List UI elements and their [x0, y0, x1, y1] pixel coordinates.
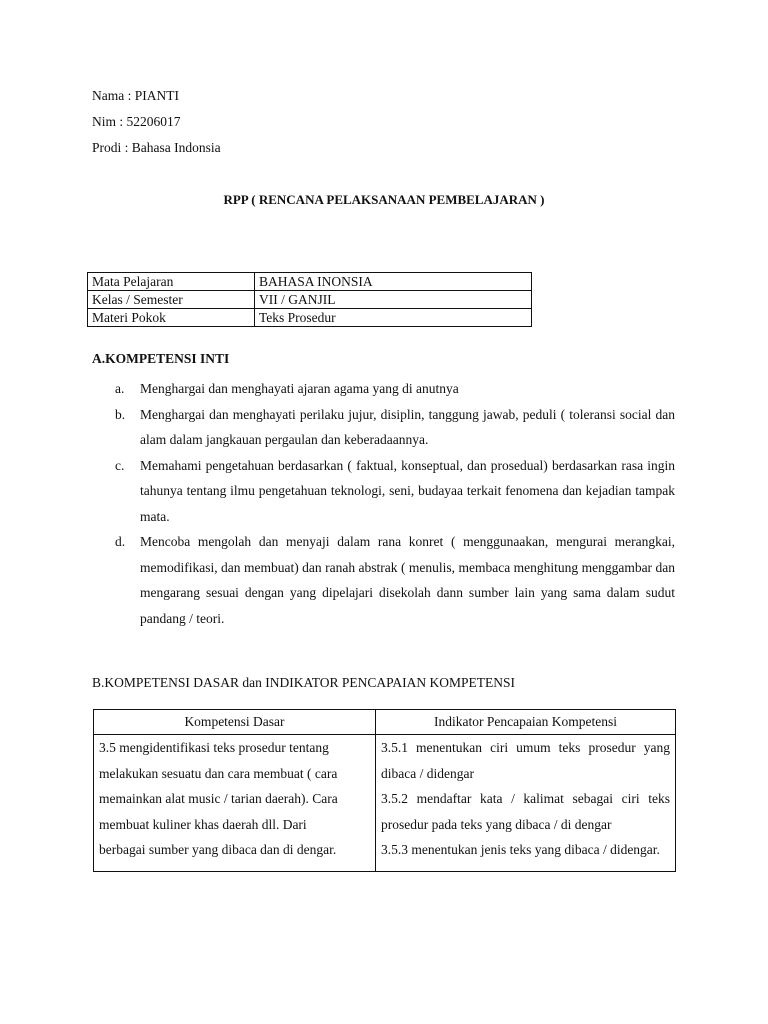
list-item-text: Menghargai dan menghayati ajaran agama yang di anutnya	[140, 381, 459, 396]
section-b-heading: B.KOMPETENSI DASAR dan INDIKATOR PENCAPAIAN KOMPETENSI	[92, 675, 516, 690]
list-marker: a.	[115, 381, 125, 396]
kd-cell	[94, 735, 376, 872]
list-marker: d.	[115, 534, 126, 549]
table-header-row	[94, 710, 676, 735]
document-title: RPP ( RENCANA PELAKSANAAN PEMBELAJARAN )	[223, 192, 545, 207]
table-row	[88, 309, 532, 327]
kd-line: membuat kuliner khas daerah dll. Dari	[99, 816, 307, 832]
section-a-heading: A.KOMPETENSI INTI	[92, 351, 230, 366]
list-marker: c.	[115, 457, 125, 473]
indicator-cell	[376, 735, 676, 872]
list-item	[92, 529, 675, 631]
list-item	[92, 402, 675, 453]
kompetensi-inti-list	[92, 376, 675, 631]
column-header-kd: Kompetensi Dasar	[94, 710, 376, 735]
list-item-text: Menghargai dan menghayati perilaku jujur, disiplin, tanggung jawab, peduli ( toleransi social dan alam dalam jangkauan pergaulan dan keberadaannya.	[140, 406, 675, 447]
info-label: Kelas / Semester	[88, 291, 255, 309]
kompetensi-dasar-table	[93, 709, 676, 872]
kd-line: memainkan alat music / tarian daerah). Cara	[99, 791, 338, 806]
indicator-item: 3.5.3 menentukan jenis teks yang dibaca / didengar.	[381, 842, 660, 857]
list-item-text: Mencoba mengolah dan menyaji dalam rana konret ( menggunaakan, mengurai merangkai, memodifikasi, dan membuat) dan ranah abstrak ( menulis, membaca menghitung menggambar dan mengarang sesuai dengan yang dipelajari disekolah dann sumber lain yang sama dalam sudut pandang / teori.	[140, 534, 675, 626]
table-row	[94, 735, 676, 872]
info-label: Materi Pokok	[88, 309, 255, 327]
info-value: VII / GANJIL	[255, 291, 532, 309]
kd-line: melakukan sesuatu dan cara membuat ( cara	[99, 765, 338, 781]
info-value: BAHASA INONSIA	[255, 273, 532, 291]
table-row	[88, 291, 532, 309]
list-item	[92, 453, 675, 530]
info-label: Mata Pelajaran	[88, 273, 255, 291]
kd-line: 3.5 mengidentifikasi teks prosedur tentang	[99, 740, 329, 755]
column-header-ipk: Indikator Pencapaian Kompetensi	[376, 710, 676, 735]
list-marker: b.	[115, 406, 126, 422]
table-row	[88, 273, 532, 291]
student-nim: Nim : 52206017	[92, 114, 181, 129]
list-item-text: Memahami pengetahuan berdasarkan ( faktual, konseptual, dan prosedual) berdasarkan rasa ingin tahunya tentang ilmu pengetahuan teknologi, seni, budayaa terkait fenomena dan kejadian tampak mata.	[140, 457, 675, 524]
student-prodi: Prodi : Bahasa Indonsia	[92, 140, 221, 155]
kd-line: berbagai sumber yang dibaca dan di dengar.	[99, 842, 337, 857]
list-item	[92, 376, 675, 402]
indicator-item: 3.5.1 menentukan ciri umum teks prosedur yang dibaca / didengar	[381, 740, 670, 781]
subject-info-table	[87, 272, 532, 327]
indicator-item: 3.5.2 mendaftar kata / kalimat sebagai ciri teks prosedur pada teks yang dibaca / di dengar	[381, 791, 670, 832]
student-name: Nama : PIANTI	[92, 88, 179, 103]
info-value: Teks Prosedur	[255, 309, 532, 327]
